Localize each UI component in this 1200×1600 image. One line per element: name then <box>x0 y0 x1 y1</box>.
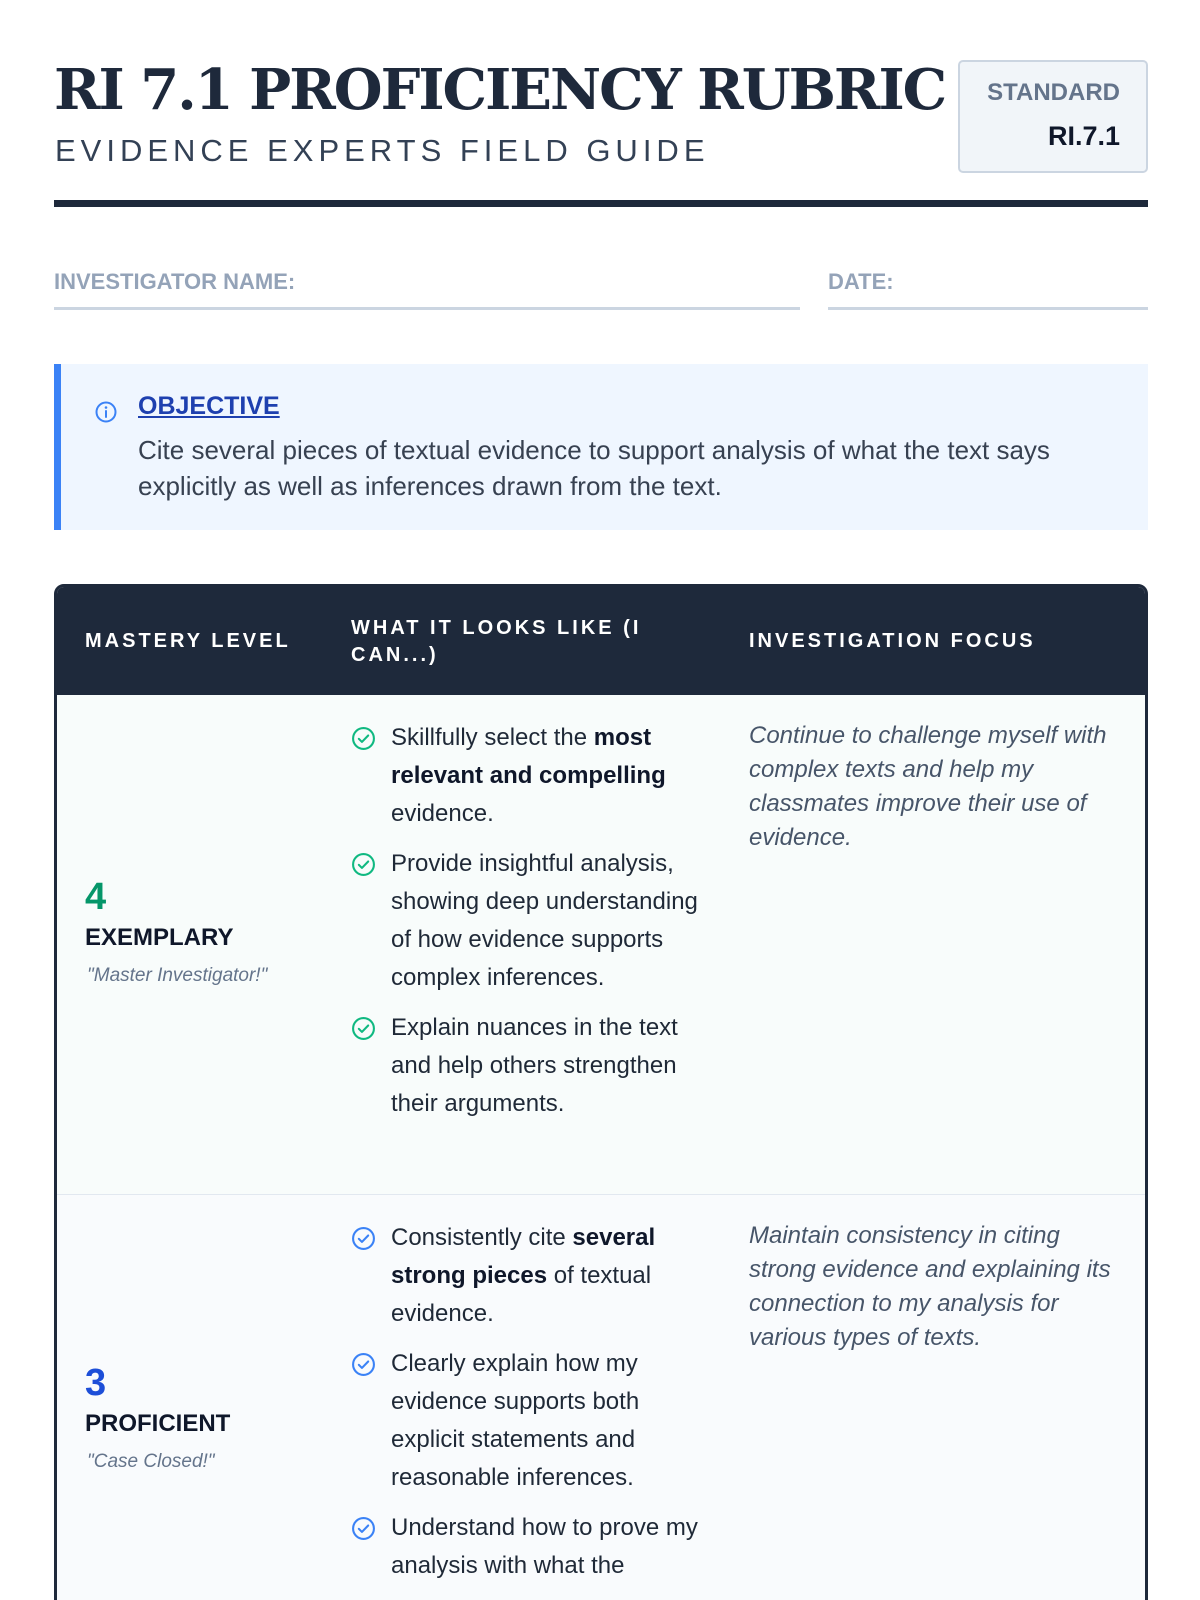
criteria-list <box>351 1219 711 1597</box>
list-item <box>351 1219 711 1333</box>
item-text: Consistently cite <box>391 1224 573 1251</box>
objective-title: OBJECTIVE <box>138 392 280 420</box>
list-item <box>351 1009 711 1123</box>
item-emphasis: several strong pieces <box>391 1224 656 1289</box>
list-item <box>351 1345 711 1497</box>
level-name: EXEMPLARY <box>85 924 234 951</box>
table-row-proficient <box>57 1195 1145 1600</box>
column-header-investigation-focus: INVESTIGATION FOCUS <box>749 630 1036 652</box>
check-circle-icon <box>351 1516 376 1541</box>
page-title: RI 7.1 PROFICIENCY RUBRIC <box>54 57 946 123</box>
standard-value: RI.7.1 <box>1047 121 1120 151</box>
item-text: Skillfully select the <box>391 724 594 751</box>
item-text: evidence. <box>391 800 494 827</box>
mastery-level-cell <box>85 1363 230 1475</box>
column-header-what-it-looks-like: WHAT IT LOOKS LIKE (I CAN...) <box>351 617 642 666</box>
investigation-focus-text: Continue to challenge myself with complex texts and help my classmates improve their use of evidence. <box>749 722 1107 851</box>
page-header <box>54 0 1148 207</box>
list-item <box>351 845 711 997</box>
info-icon <box>94 400 118 424</box>
investigator-name-field[interactable] <box>54 262 800 310</box>
objective-callout <box>54 364 1148 530</box>
check-circle-icon <box>351 1352 376 1377</box>
item-text: Provide insightful analysis, showing deep understanding of how evidence supports complex inferences. <box>391 850 698 991</box>
student-fields <box>54 262 1148 310</box>
page-subtitle: EVIDENCE EXPERTS FIELD GUIDE <box>55 133 710 168</box>
table-header <box>57 587 1145 695</box>
date-field[interactable] <box>828 262 1148 310</box>
investigator-name-label: INVESTIGATOR NAME: <box>54 269 296 294</box>
standard-label: STANDARD <box>987 79 1120 106</box>
item-text: Clearly explain how my evidence supports both explicit statements and reasonable inferences. <box>391 1350 640 1491</box>
rubric-table <box>54 584 1148 1600</box>
rubric-page <box>54 0 1148 1579</box>
column-header-mastery-level: MASTERY LEVEL <box>85 630 291 652</box>
item-text: Understand how to prove my analysis with what the <box>391 1514 698 1579</box>
objective-text: Cite several pieces of textual evidence to support analysis of what the text says explicitly as well as inferences drawn from the text. <box>138 435 1050 501</box>
investigation-focus-text: Maintain consistency in citing strong evidence and explaining its connection to my analysis for various types of texts. <box>749 1222 1111 1351</box>
level-number: 3 <box>85 1362 107 1404</box>
level-tagline: "Master Investigator!" <box>87 965 268 986</box>
list-item <box>351 719 711 833</box>
check-circle-icon <box>351 726 376 751</box>
check-circle-icon <box>351 852 376 877</box>
criteria-list <box>351 719 711 1135</box>
list-item <box>351 1509 711 1585</box>
table-row-exemplary <box>57 695 1145 1195</box>
level-number: 4 <box>85 876 107 918</box>
date-label: DATE: <box>828 269 894 294</box>
check-circle-icon <box>351 1016 376 1041</box>
header-divider <box>54 200 1148 207</box>
mastery-level-cell <box>85 877 267 989</box>
level-tagline: "Case Closed!" <box>87 1451 215 1472</box>
item-emphasis: most relevant and compelling <box>391 724 666 789</box>
item-text: Explain nuances in the text and help others strengthen their arguments. <box>391 1014 678 1117</box>
standard-badge <box>958 60 1148 173</box>
item-text: of textual evidence. <box>391 1262 652 1327</box>
level-name: PROFICIENT <box>85 1410 231 1437</box>
check-circle-icon <box>351 1226 376 1251</box>
